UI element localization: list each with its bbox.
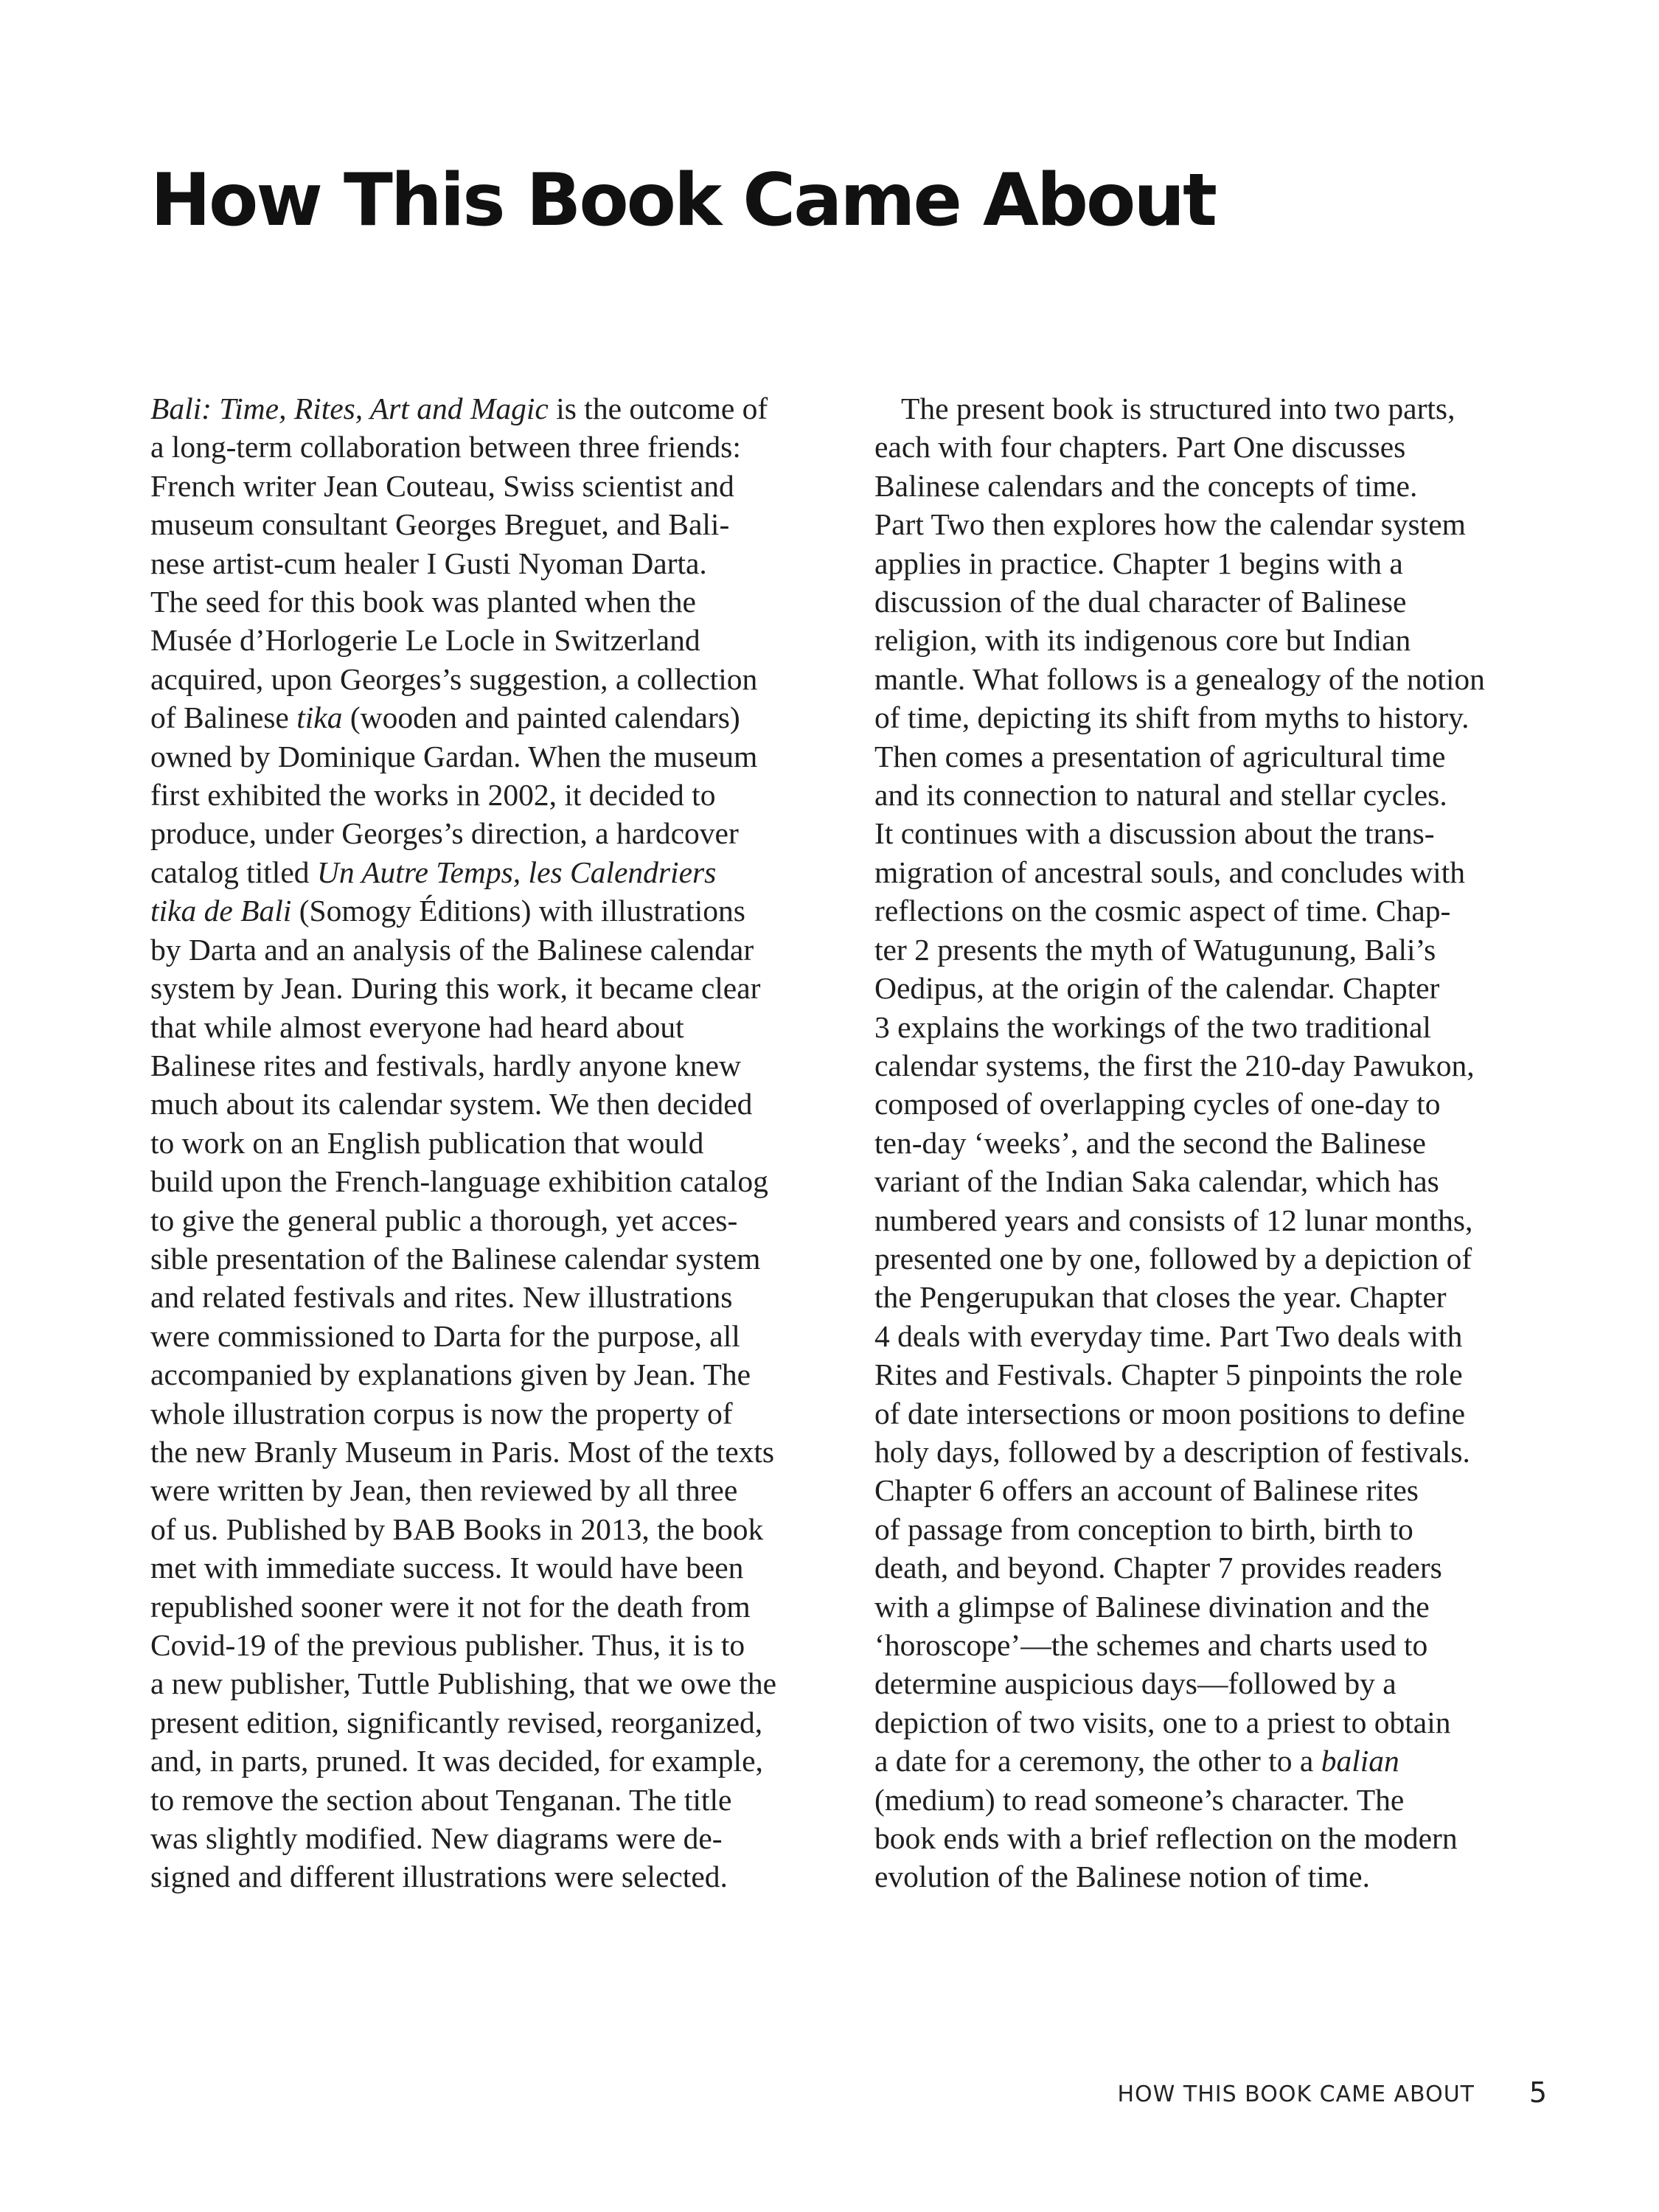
text-line: Bali: Time, Rites, Art and Magic is the outcome of — [150, 392, 768, 425]
text-line: numbered years and consists of 12 lunar months, — [874, 1203, 1473, 1237]
text-line: whole illustration corpus is now the property of — [150, 1396, 733, 1430]
text-line: Rites and Festivals. Chapter 5 pinpoints the role — [874, 1357, 1463, 1392]
text-line: and, in parts, pruned. It was decided, for example, — [150, 1744, 763, 1778]
text-line: mantle. What follows is a genealogy of the notion — [874, 661, 1485, 696]
text-line: The present book is structured into two parts, — [901, 392, 1455, 425]
text-line: (medium) to read someone’s character. The — [874, 1782, 1405, 1817]
text-line: Balinese calendars and the concepts of time. — [874, 468, 1418, 503]
text-line: each with four chapters. Part One discusses — [874, 430, 1406, 465]
text-line: with a glimpse of Balinese divination and the — [874, 1589, 1430, 1624]
running-footer-title: HOW THIS BOOK CAME ABOUT — [1117, 2081, 1475, 2107]
text-line: composed of overlapping cycles of one-day to — [874, 1087, 1441, 1121]
text-line: of time, depicting its shift from myths to history. — [874, 700, 1470, 735]
text-line: Musée d’Horlogerie Le Locle in Switzerland — [150, 623, 700, 658]
text-line: signed and different illustrations were selected. — [150, 1860, 728, 1894]
text-line: variant of the Indian Saka calendar, which has — [874, 1164, 1439, 1199]
text-line: The seed for this book was planted when the — [150, 585, 696, 619]
text-line: produce, under Georges’s direction, a hardcover — [150, 816, 739, 851]
text-line: calendar systems, the first the 210-day Pawukon, — [874, 1048, 1475, 1082]
text-line: ‘horoscope’—the schemes and charts used to — [874, 1628, 1428, 1662]
text-line: Covid-19 of the previous publisher. Thus, it is to — [150, 1628, 745, 1662]
text-line: of date intersections or moon positions to define — [874, 1396, 1466, 1430]
text-line: applies in practice. Chapter 1 begins with a — [874, 546, 1403, 580]
text-line: sible presentation of the Balinese calendar system — [150, 1241, 761, 1276]
text-line: depiction of two visits, one to a priest to obtain — [874, 1705, 1451, 1739]
text-line: the Pengerupukan that closes the year. Chapter — [874, 1280, 1447, 1315]
text-line: to remove the section about Tenganan. The title — [150, 1782, 732, 1817]
text-line: and its connection to natural and stellar cycles. — [874, 778, 1447, 813]
text-line: nese artist-cum healer I Gusti Nyoman Darta. — [150, 546, 707, 580]
text-line: of Balinese tika (wooden and painted calendars) — [150, 700, 740, 735]
text-line: that while almost everyone had heard about — [150, 1009, 684, 1044]
text-line: ten-day ‘weeks’, and the second the Balinese — [874, 1125, 1426, 1160]
left-text-column — [150, 389, 829, 1896]
text-line: tika de Bali (Somogy Éditions) with illustrations — [150, 894, 745, 928]
text-line: museum consultant Georges Breguet, and Bali- — [150, 507, 730, 542]
text-line: determine auspicious days—followed by a — [874, 1666, 1397, 1701]
text-line: death, and beyond. Chapter 7 provides readers — [874, 1551, 1442, 1585]
text-line: to work on an English publication that would — [150, 1125, 704, 1160]
text-line: build upon the French-language exhibition catalog — [150, 1164, 768, 1199]
text-line: migration of ancestral souls, and concludes with — [874, 855, 1465, 889]
text-line: by Darta and an analysis of the Balinese calendar — [150, 932, 754, 967]
text-line: evolution of the Balinese notion of time. — [874, 1860, 1370, 1894]
text-line: 3 explains the workings of the two traditional — [874, 1009, 1431, 1044]
text-line: ter 2 presents the myth of Watugunung, Bali’s — [874, 932, 1436, 967]
text-line: to give the general public a thorough, yet acces- — [150, 1203, 738, 1237]
page-title: How This Book Came About — [150, 159, 1215, 243]
text-line: owned by Dominique Gardan. When the museum — [150, 739, 758, 773]
text-line: 4 deals with everyday time. Part Two deals with — [874, 1318, 1463, 1353]
text-line: Chapter 6 offers an account of Balinese rites — [874, 1473, 1419, 1508]
text-line: French writer Jean Couteau, Swiss scientist and — [150, 468, 734, 503]
text-line: the new Branly Museum in Paris. Most of the texts — [150, 1434, 775, 1469]
right-text-column — [874, 389, 1560, 1896]
text-line: discussion of the dual character of Balinese — [874, 585, 1407, 619]
text-line: acquired, upon Georges’s suggestion, a collection — [150, 661, 758, 696]
text-line: catalog titled Un Autre Temps, les Calendriers — [150, 855, 717, 889]
text-line: system by Jean. During this work, it became clear — [150, 971, 761, 1006]
text-line: republished sooner were it not for the death from — [150, 1589, 751, 1624]
text-line: were written by Jean, then reviewed by all three — [150, 1473, 738, 1508]
text-line: Oedipus, at the origin of the calendar. Chapter — [874, 971, 1440, 1006]
text-line: Part Two then explores how the calendar system — [874, 507, 1466, 542]
text-line: reflections on the cosmic aspect of time. Chap- — [874, 894, 1451, 928]
text-line: first exhibited the works in 2002, it decided to — [150, 778, 716, 813]
text-line: a long-term collaboration between three friends: — [150, 430, 741, 465]
text-line: were commissioned to Darta for the purpose, all — [150, 1318, 740, 1353]
text-line: present edition, significantly revised, reorganized, — [150, 1705, 763, 1739]
page-number: 5 — [1528, 2076, 1547, 2109]
text-line: of us. Published by BAB Books in 2013, the book — [150, 1512, 764, 1546]
text-line: a date for a ceremony, the other to a balian — [874, 1744, 1399, 1778]
text-line: and related festivals and rites. New illustrations — [150, 1280, 733, 1315]
text-line: was slightly modified. New diagrams were de- — [150, 1821, 723, 1856]
text-line: It continues with a discussion about the trans- — [874, 816, 1435, 851]
text-line: holy days, followed by a description of festivals. — [874, 1434, 1470, 1469]
text-line: much about its calendar system. We then decided — [150, 1087, 753, 1121]
text-line: Then comes a presentation of agricultural time — [874, 739, 1446, 773]
text-line: Balinese rites and festivals, hardly anyone knew — [150, 1048, 741, 1082]
text-line: accompanied by explanations given by Jean. The — [150, 1357, 751, 1392]
text-line: presented one by one, followed by a depiction of — [874, 1241, 1472, 1276]
text-line: of passage from conception to birth, birth to — [874, 1512, 1413, 1546]
text-line: a new publisher, Tuttle Publishing, that we owe the — [150, 1666, 777, 1701]
text-line: book ends with a brief reflection on the modern — [874, 1821, 1458, 1856]
text-line: met with immediate success. It would have been — [150, 1551, 744, 1585]
text-line: religion, with its indigenous core but Indian — [874, 623, 1411, 658]
